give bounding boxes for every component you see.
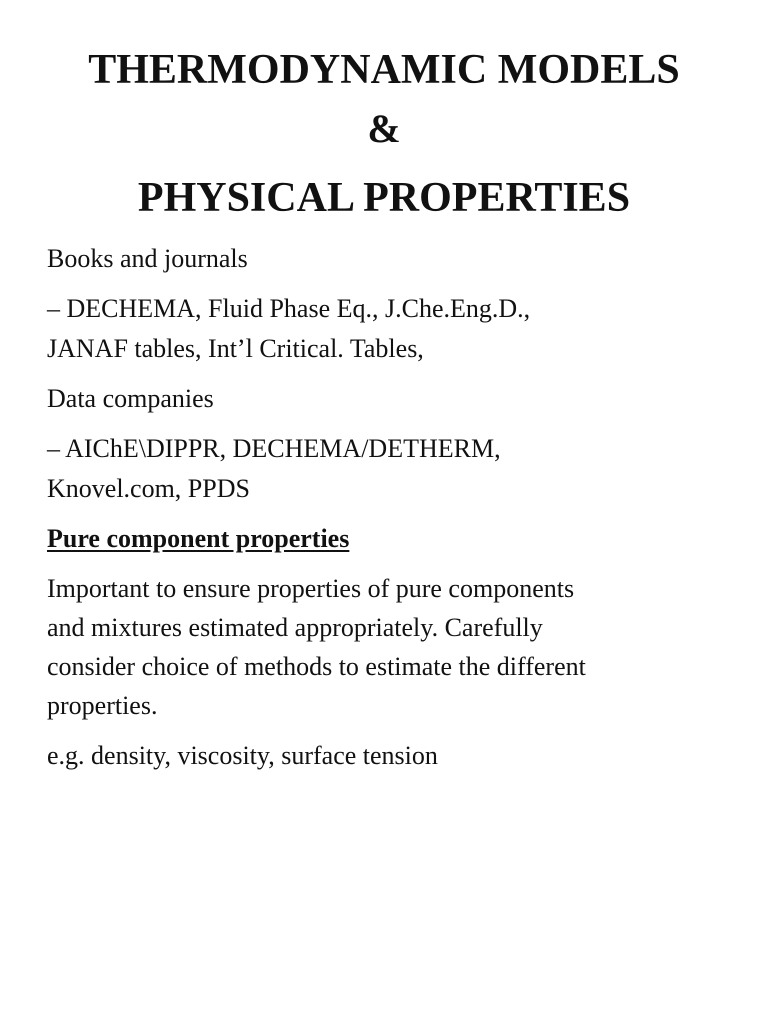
books-journals-list-line-1: – DECHEMA, Fluid Phase Eq., J.Che.Eng.D., bbox=[47, 294, 531, 323]
example-properties-text: e.g. density, viscosity, surface tension bbox=[47, 741, 438, 770]
data-companies-heading: Data companies bbox=[47, 384, 214, 413]
data-companies-list-line-2: Knovel.com, PPDS bbox=[47, 474, 250, 503]
page-title-ampersand: & bbox=[367, 106, 401, 151]
books-journals-list-line-2: JANAF tables, Int’l Critical. Tables, bbox=[47, 334, 424, 363]
page-title-line-1: THERMODYNAMIC MODELS bbox=[88, 47, 680, 93]
page-title-line-2: PHYSICAL PROPERTIES bbox=[137, 175, 631, 221]
pure-component-heading: Pure component properties bbox=[47, 524, 350, 553]
data-companies-list-line-1: – AIChE\DIPPR, DECHEMA/DETHERM, bbox=[47, 434, 501, 463]
books-journals-heading: Books and journals bbox=[47, 244, 248, 273]
pure-component-paragraph-line: properties. bbox=[47, 691, 158, 720]
pure-component-paragraph-line: Important to ensure properties of pure components bbox=[47, 574, 575, 603]
pure-component-paragraph-line: and mixtures estimated appropriately. Carefully bbox=[47, 613, 543, 642]
pure-component-paragraph-line: consider choice of methods to estimate the different bbox=[47, 652, 586, 681]
